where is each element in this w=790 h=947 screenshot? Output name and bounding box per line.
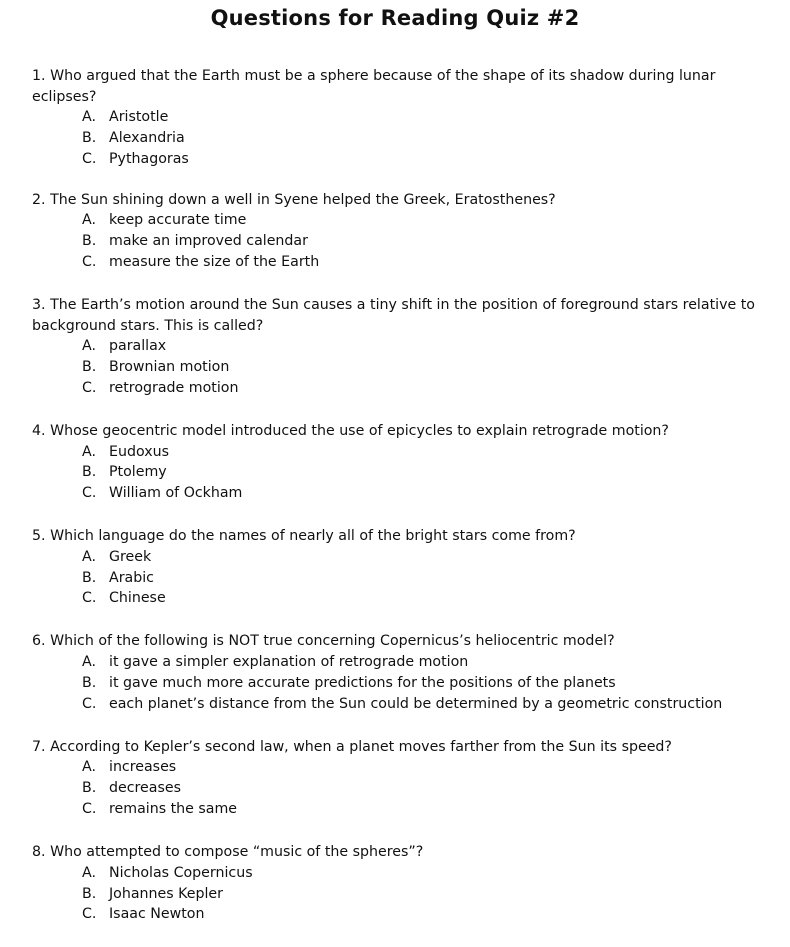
question-list (32, 66, 772, 947)
question-text: The Earth’s motion around the Sun causes a tiny shift in the position of foreground stars relative to background stars. This is called? (32, 296, 755, 334)
question-number: 7. (32, 738, 46, 755)
option-letter: B. (82, 674, 97, 691)
option-text: Pythagoras (109, 150, 189, 167)
page-title: Questions for Reading Quiz #2 (210, 6, 580, 30)
answer-options (32, 652, 772, 714)
answer-option (32, 568, 772, 589)
option-letter: A. (82, 338, 96, 355)
option-text: Isaac Newton (109, 906, 205, 923)
option-text: Aristotle (109, 109, 169, 126)
option-letter: A. (82, 654, 96, 671)
answer-option (32, 442, 772, 463)
answer-option (32, 863, 772, 884)
option-letter: B. (82, 780, 97, 797)
answer-option (32, 462, 772, 483)
option-letter: A. (82, 548, 96, 565)
option-text: Arabic (109, 569, 154, 586)
option-text: each planet’s distance from the Sun could be determined by a geometric construction (109, 695, 723, 712)
answer-option (32, 652, 772, 673)
question-number: 3. (32, 296, 46, 313)
question-item (32, 421, 772, 504)
option-letter: B. (82, 358, 97, 375)
option-text: make an improved calendar (109, 232, 308, 249)
option-text: Alexandria (109, 130, 185, 147)
option-text: increases (109, 759, 177, 776)
option-text: it gave a simpler explanation of retrograde motion (109, 654, 469, 671)
option-text: remains the same (109, 800, 238, 817)
answer-options (32, 107, 772, 169)
question-number: 1. (32, 68, 46, 84)
answer-option (32, 378, 772, 399)
answer-option (32, 336, 772, 357)
question-stem (32, 526, 772, 547)
question-number: 2. (32, 191, 46, 208)
option-letter: B. (82, 569, 97, 586)
question-item (32, 66, 772, 170)
option-letter: C. (82, 800, 97, 817)
option-letter: B. (82, 232, 97, 249)
option-letter: C. (82, 906, 97, 923)
answer-option (32, 483, 772, 504)
question-stem (32, 737, 772, 758)
option-text: Greek (109, 548, 152, 565)
option-text: measure the size of the Earth (109, 253, 320, 270)
option-text: Nicholas Copernicus (109, 864, 253, 881)
answer-option (32, 149, 772, 170)
question-stem (32, 421, 772, 442)
question-number: 5. (32, 528, 46, 545)
question-item (32, 190, 772, 273)
option-text: retrograde motion (109, 379, 239, 396)
question-item (32, 526, 772, 609)
option-letter: B. (82, 464, 97, 481)
question-item (32, 295, 772, 399)
option-letter: B. (82, 885, 97, 902)
answer-option (32, 799, 772, 820)
option-letter: C. (82, 379, 97, 396)
answer-options (32, 547, 772, 609)
option-text: keep accurate time (109, 212, 247, 229)
question-number: 8. (32, 844, 46, 861)
answer-option (32, 357, 772, 378)
question-number: 4. (32, 422, 46, 439)
answer-option (32, 673, 772, 694)
answer-option (32, 757, 772, 778)
option-letter: A. (82, 109, 96, 126)
answer-option (32, 107, 772, 128)
question-stem (32, 190, 772, 211)
option-letter: A. (82, 864, 96, 881)
answer-options (32, 863, 772, 925)
answer-option (32, 588, 772, 609)
question-text: Whose geocentric model introduced the use of epicycles to explain retrograde motion? (50, 422, 669, 439)
question-item (32, 737, 772, 820)
question-item (32, 631, 772, 714)
option-letter: C. (82, 695, 97, 712)
question-stem (32, 842, 772, 863)
option-text: Eudoxus (109, 443, 169, 460)
answer-option (32, 694, 772, 715)
answer-options (32, 442, 772, 504)
question-text: The Sun shining down a well in Syene helped the Greek, Eratosthenes? (50, 191, 556, 208)
option-letter: A. (82, 443, 96, 460)
answer-options (32, 210, 772, 272)
option-letter: A. (82, 212, 96, 229)
question-text: Which language do the names of nearly all of the bright stars come from? (50, 528, 576, 545)
answer-option (32, 778, 772, 799)
option-letter: B. (82, 130, 97, 147)
option-letter: C. (82, 150, 97, 167)
question-text: Who argued that the Earth must be a sphere because of the shape of its shadow during lunar eclipses? (32, 68, 716, 105)
option-text: it gave much more accurate predictions for the positions of the planets (109, 674, 616, 691)
option-letter: C. (82, 253, 97, 270)
option-letter: A. (82, 759, 96, 776)
option-text: parallax (109, 338, 167, 355)
option-text: Chinese (109, 590, 166, 607)
question-text: According to Kepler’s second law, when a planet moves farther from the Sun its speed? (50, 738, 672, 755)
answer-option (32, 884, 772, 905)
question-item (32, 842, 772, 925)
question-stem (32, 295, 772, 336)
question-text: Who attempted to compose “music of the spheres”? (50, 844, 424, 861)
answer-option (32, 547, 772, 568)
option-text: Johannes Kepler (109, 885, 223, 902)
answer-options (32, 336, 772, 398)
answer-option (32, 231, 772, 252)
question-text: Which of the following is NOT true concerning Copernicus’s heliocentric model? (50, 633, 615, 650)
question-number: 6. (32, 633, 46, 650)
option-letter: C. (82, 484, 97, 501)
question-stem (32, 631, 772, 652)
question-stem (32, 66, 772, 107)
option-text: decreases (109, 780, 181, 797)
option-text: Brownian motion (109, 358, 230, 375)
option-letter: C. (82, 590, 97, 607)
option-text: Ptolemy (109, 464, 167, 481)
answer-options (32, 757, 772, 819)
answer-option (32, 210, 772, 231)
answer-option (32, 128, 772, 149)
answer-option (32, 252, 772, 273)
option-text: William of Ockham (109, 484, 243, 501)
answer-option (32, 904, 772, 925)
